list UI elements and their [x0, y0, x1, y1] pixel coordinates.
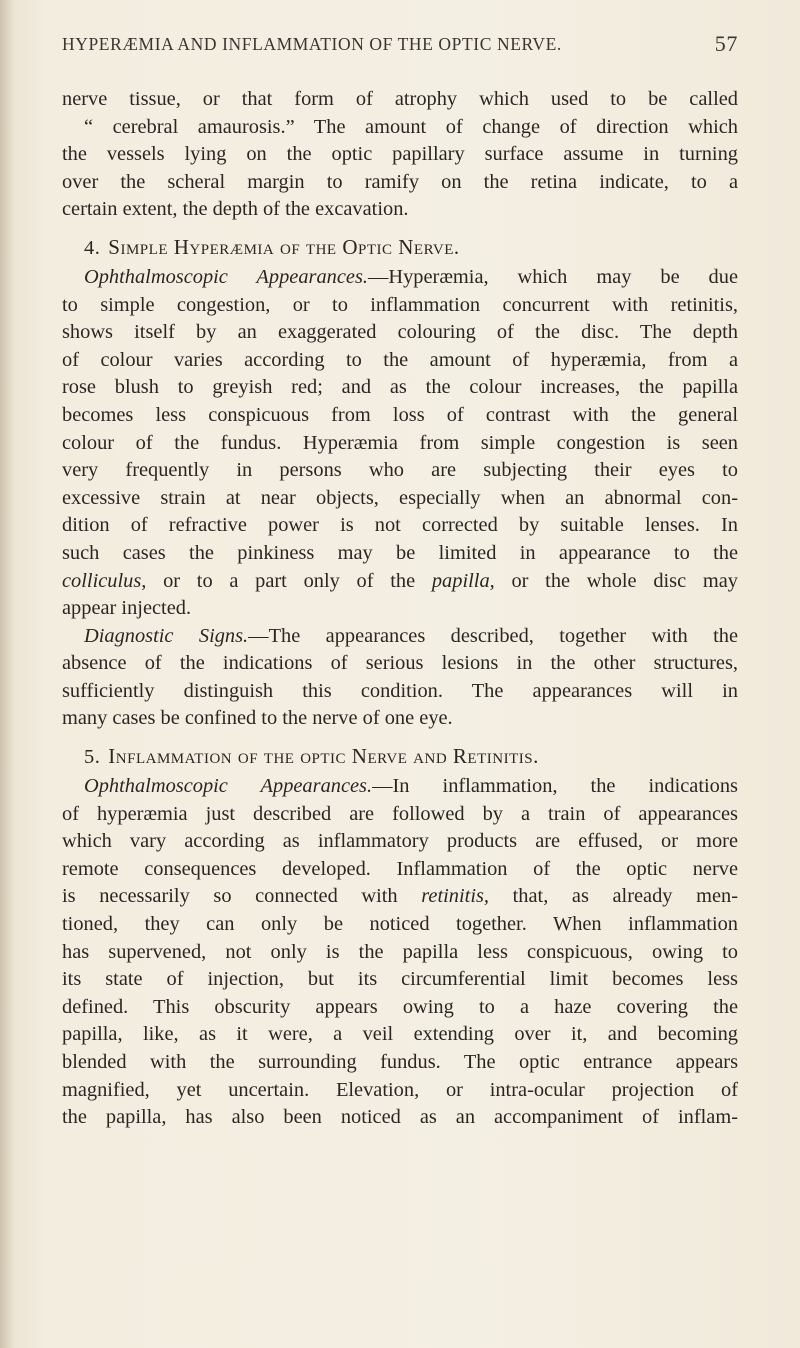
text-line: certain extent, the depth of the excavation.: [62, 198, 409, 221]
text-line: has supervened, not only is the papilla less conspicuous, owing to: [62, 940, 738, 963]
gutter-shadow: [0, 0, 14, 1348]
text-line: becomes less conspicuous from loss of contrast with the general: [62, 403, 738, 426]
subheading-label: Diagnostic Signs.: [84, 624, 249, 647]
text-line: colour of the fundus. Hyperæmia from simple congestion is seen: [62, 431, 738, 454]
text-line: nerve tissue, or that form of atrophy which used to be called: [62, 88, 738, 110]
section-heading: [62, 230, 738, 264]
text-line: Ophthalmoscopic Appearances.—Hyperæmia, which may be due: [84, 265, 738, 288]
text-line: shows itself by an exaggerated colouring of the disc. The depth: [62, 321, 738, 344]
text-line: Ophthalmoscopic Appearances.—In inflammation, the indications: [84, 775, 738, 798]
section-number: 4.: [84, 236, 101, 259]
text-line: defined. This obscurity appears owing to a haze covering the: [62, 995, 738, 1018]
running-head-title: HYPERÆMIA AND INFLAMMATION OF THE OPTIC NERVE.: [62, 34, 562, 54]
text-line: the papilla, has also been noticed as an accompaniment of inflam-: [62, 1106, 738, 1129]
text-line: absence of the indications of serious lesions in the other structures,: [62, 652, 738, 675]
subheading-label: Ophthalmoscopic Appearances.: [84, 775, 373, 798]
subheading-label: Ophthalmoscopic Appearances.: [84, 265, 368, 288]
text-line: “ cerebral amaurosis.” The amount of change of direction which: [84, 115, 738, 138]
text-line: Diagnostic Signs.—The appearances described, together with the: [84, 624, 739, 647]
text-line: of hyperæmia just described are followed by a train of appearances: [62, 802, 738, 825]
text-line: appear injected.: [62, 597, 192, 620]
text-line: papilla, like, as it were, a veil extending over it, and becoming: [62, 1023, 738, 1046]
text-line: very frequently in persons who are subjecting their eyes to: [62, 459, 738, 482]
text-line: rose blush to greyish red; and as the colour increases, the papilla: [62, 376, 738, 399]
text-line: colliculus, or to a part only of the papilla, or the whole disc may: [62, 569, 738, 592]
text-line: sufficiently distinguish this condition. The appearances will in: [62, 679, 738, 702]
text-line: such cases the pinkiness may be limited in appearance to the: [62, 541, 738, 564]
text-line: dition of refractive power is not corrected by suitable lenses. In: [62, 514, 738, 537]
italic-term: colliculus,: [62, 569, 147, 592]
text-line: remote consequences developed. Inflammation of the optic nerve: [62, 857, 738, 880]
italic-term: retinitis,: [421, 885, 490, 908]
text-line: blended with the surrounding fundus. The optic entrance appears: [62, 1051, 738, 1073]
section-title: Inflammation of the optic Nerve and Retinitis.: [108, 744, 539, 769]
text-line: which vary according as inflammatory products are effused, or more: [62, 830, 738, 853]
text-line: magnified, yet uncertain. Elevation, or intra-ocular projection of: [62, 1078, 738, 1101]
text-line: its state of injection, but its circumferential limit becomes less: [62, 968, 738, 991]
page-number: 57: [714, 31, 738, 56]
text-line: tioned, they can only be noticed together. When inflammation: [62, 913, 738, 936]
text-line: to simple congestion, or to inflammation concurrent with retinitis,: [62, 293, 738, 316]
text-line: of colour varies according to the amount of hyperæmia, from a: [62, 348, 738, 371]
page-text: [62, 86, 738, 1132]
section-number: 5.: [84, 746, 101, 769]
text-line: excessive strain at near objects, especially when an abnormal con-: [62, 486, 738, 509]
text-line: many cases be confined to the nerve of one eye.: [62, 707, 453, 730]
text-line: is necessarily so connected with retinitis, that, as already men-: [62, 885, 738, 908]
section-heading: [62, 739, 738, 773]
section-title: Simple Hyperæmia of the Optic Nerve.: [108, 234, 460, 259]
text-line: over the scheral margin to ramify on the retina indicate, to a: [62, 170, 738, 193]
italic-term: papilla,: [431, 569, 495, 592]
text-line: the vessels lying on the optic papillary surface assume in turning: [62, 143, 738, 166]
